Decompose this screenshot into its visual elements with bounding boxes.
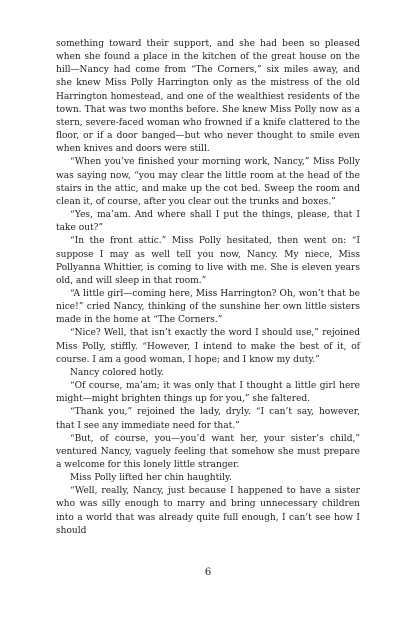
paragraph: “Well, really, Nancy, just because I happened to have a sister who was silly enough to marry and bring unnecessary children into a world that was already quite full enough, I can’t see how I should: [56, 486, 360, 536]
paragraph: “Thank you,” rejoined the lady, dryly. “I can’t say, however, that I see any immediate need for that.”: [56, 407, 360, 431]
page-body: [56, 38, 360, 598]
page-number: 6: [204, 567, 212, 578]
paragraph: “Nice? Well, that isn’t exactly the word I should use,” rejoined Miss Polly, stiffly. “However, I intend to make the best of it, of course. I am a good woman, I hope; and I know my duty.”: [56, 328, 360, 365]
paragraph: “Of course, ma’am; it was only that I thought a little girl here might—might brighten things up for you,” she faltered.: [56, 381, 360, 405]
paragraph: “Yes, ma’am. And where shall I put the things, please, that I take out?”: [56, 210, 360, 234]
paragraph: “But, of course, you—you’d want her, your sister’s child,” ventured Nancy, vaguely feeling that somehow she must prepare a welcome for this lonely little stranger.: [56, 433, 360, 470]
paragraph: something toward their support, and she had been so pleased when she found a place in the kitchen of the great house on the hill—Nancy had come from “The Corners,” six miles away, and she knew Miss Polly Harrington only as the mistress of the old Harrington homestead, and one of the wealthiest residents of the town. That was two months before. She knew Miss Polly now as a stern, severe-faced woman who frowned if a knife clattered to the floor, or if a door banged—but who never thought to smile even when knives and doors were still.: [56, 39, 360, 155]
paragraph: “When you’ve finished your morning work, Nancy,” Miss Polly was saying now, “you may clear the little room at the head of the stairs in the attic, and make up the cot bed. Sweep the room and clean it, of course, after you clear out the trunks and boxes.”: [56, 157, 360, 207]
paragraph: Miss Polly lifted her chin haughtily.: [70, 473, 232, 484]
paragraph: “In the front attic.” Miss Polly hesitated, then went on: “I suppose I may as well tell you now, Nancy. My niece, Miss Pollyanna Whittier, is coming to live with me. She is eleven years old, and will sleep in that room.”: [56, 236, 360, 286]
paragraph: Nancy colored hotly.: [70, 367, 164, 378]
paragraph: “A little girl—coming here, Miss Harrington? Oh, won’t that be nice!” cried Nancy, thinking of the sunshine her own little sisters made in the home at “The Corners.”: [56, 288, 360, 326]
